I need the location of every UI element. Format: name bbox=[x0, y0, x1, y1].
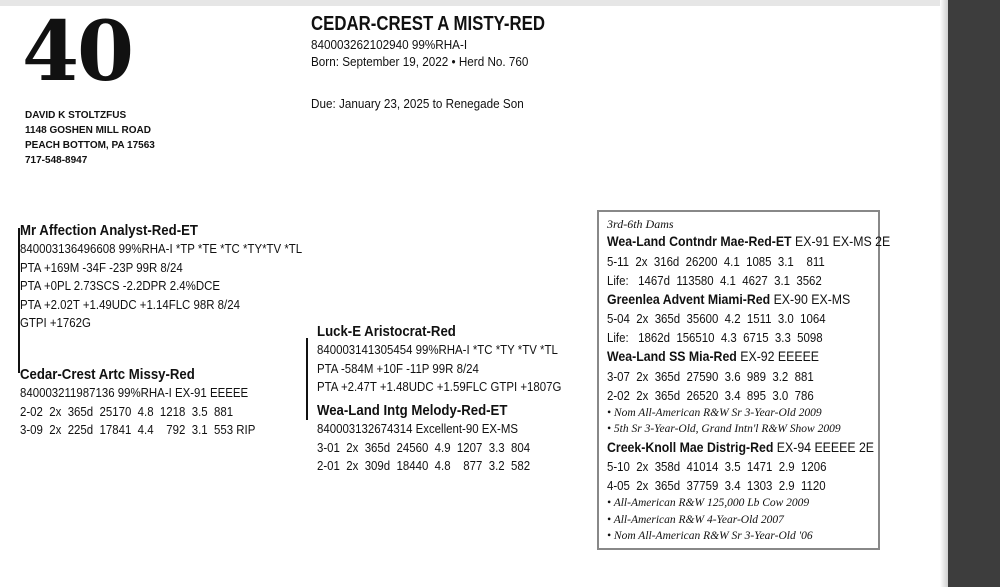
mgd-line: 2-01 2x 309d 18440 4.8 877 3.2 582 bbox=[317, 458, 531, 473]
sixth-dam-name bbox=[607, 438, 890, 458]
mgd-name: Wea-Land Intg Melody-Red-ET bbox=[317, 402, 508, 419]
sire-line: GTPI +1762G bbox=[20, 315, 91, 330]
dam-classification: EX-91 EX-MS 2E bbox=[795, 233, 891, 249]
dam-record: Life: 1467d 113580 4.1 4627 3.1 3562 bbox=[607, 272, 822, 288]
sire-line: PTA +0PL 2.73SCS -2.2DPR 2.4%DCE bbox=[20, 278, 220, 293]
dam-name-text: Wea-Land Contndr Mae-Red-ET bbox=[607, 233, 792, 249]
consignor-info bbox=[25, 108, 155, 168]
dam-award: • All-American R&W 125,000 Lb Cow 2009 bbox=[607, 497, 810, 509]
dam-record: 4-05 2x 365d 37759 3.4 1303 2.9 1120 bbox=[607, 478, 826, 493]
dam-award: • Nom All-American R&W Sr 3-Year-Old 2009 bbox=[607, 406, 822, 419]
dam-name-text: Wea-Land SS Mia-Red bbox=[607, 348, 737, 364]
dam-name: Cedar-Crest Artc Missy-Red bbox=[20, 366, 195, 383]
animal-id: 840003262102940 99%RHA-I bbox=[311, 37, 468, 52]
sire-line: PTA +2.02T +1.49UDC +1.14FLC 98R 8/24 bbox=[20, 296, 240, 312]
dam-line: 3-09 2x 225d 17841 4.4 792 3.1 553 RIP bbox=[20, 422, 256, 437]
dam-record: 5-11 2x 316d 26200 4.1 1085 3.1 811 bbox=[607, 253, 825, 269]
mgd-line: 3-01 2x 365d 24560 4.9 1207 3.3 804 bbox=[317, 439, 531, 455]
mgs-bracket-line bbox=[306, 338, 308, 420]
dams-box-heading: 3rd-6th Dams bbox=[607, 217, 674, 231]
dam-award: • 5th Sr 3-Year-Old, Grand Intn'l R&W Show 2009 bbox=[607, 423, 841, 435]
page-top-edge bbox=[0, 0, 948, 6]
consignor-name: DAVID K STOLTZFUS bbox=[25, 110, 127, 121]
dam-record: 3-07 2x 365d 27590 3.6 989 3.2 881 bbox=[607, 368, 814, 384]
dams-box bbox=[597, 210, 891, 550]
dam-classification: EX-92 EEEEE bbox=[740, 348, 820, 364]
dam-award: • All-American R&W 4-Year-Old 2007 bbox=[607, 513, 784, 526]
lot-number: 40 bbox=[22, 4, 133, 100]
consignor-city: PEACH BOTTOM, PA 17563 bbox=[25, 140, 155, 151]
fifth-dam-name bbox=[607, 347, 890, 367]
maternal-granddam-block bbox=[317, 401, 530, 476]
mgd-line: 840003132674314 Excellent-90 EX-MS bbox=[317, 421, 518, 436]
dam-record: 5-10 2x 358d 41014 3.5 1471 2.9 1206 bbox=[607, 459, 827, 474]
animal-name: CEDAR-CREST A MISTY-RED bbox=[311, 13, 545, 35]
viewer-background bbox=[948, 0, 1000, 587]
dams-box-content bbox=[607, 216, 929, 545]
dam-classification: EX-94 EEEEE 2E bbox=[776, 438, 875, 455]
dam-line: 840003211987136 99%RHA-I EX-91 EEEEE bbox=[20, 385, 249, 400]
sire-name: Mr Affection Analyst-Red-ET bbox=[20, 222, 198, 239]
dam-line: 2-02 2x 365d 25170 4.8 1218 3.5 881 bbox=[20, 403, 234, 419]
maternal-grandsire-block bbox=[317, 322, 561, 397]
dam-classification: EX-90 EX-MS bbox=[773, 290, 851, 307]
mgs-name: Luck-E Aristocrat-Red bbox=[317, 323, 456, 340]
sire-line: 840003136496608 99%RHA-I *TP *TE *TC *TY*TV *TL bbox=[20, 241, 303, 256]
consignor-phone: 717-548-8947 bbox=[25, 155, 88, 166]
due-date: Due: January 23, 2025 to Renegade Son bbox=[311, 96, 524, 111]
animal-header bbox=[311, 12, 590, 70]
animal-born: Born: September 19, 2022 • Herd No. 760 bbox=[311, 54, 529, 69]
dam-name-text: Greenlea Advent Miami-Red bbox=[607, 290, 771, 307]
sire-line: PTA +169M -34F -23P 99R 8/24 bbox=[20, 259, 183, 275]
dam-name-text: Creek-Knoll Mae Distrig-Red bbox=[607, 438, 774, 455]
mgs-line: PTA +2.47T +1.48UDC +1.59FLC GTPI +1807G bbox=[317, 379, 562, 394]
fourth-dam-name bbox=[607, 290, 890, 310]
dam-block bbox=[20, 365, 255, 440]
page-right-edge bbox=[940, 0, 948, 587]
consignor-address: 1148 GOSHEN MILL ROAD bbox=[25, 125, 151, 136]
dam-record: Life: 1862d 156510 4.3 6715 3.3 5098 bbox=[607, 330, 823, 345]
dam-award: • Nom All-American R&W Sr 3-Year-Old '06 bbox=[607, 530, 813, 542]
dam-record: 5-04 2x 365d 35600 4.2 1511 3.0 1064 bbox=[607, 311, 826, 326]
dam-record: 2-02 2x 365d 26520 3.4 895 3.0 786 bbox=[607, 387, 814, 403]
third-dam-name bbox=[607, 232, 890, 252]
mgs-line: PTA -584M +10F -11P 99R 8/24 bbox=[317, 360, 479, 376]
sire-block bbox=[20, 221, 302, 333]
mgs-line: 840003141305454 99%RHA-I *TC *TY *TV *TL bbox=[317, 342, 558, 357]
